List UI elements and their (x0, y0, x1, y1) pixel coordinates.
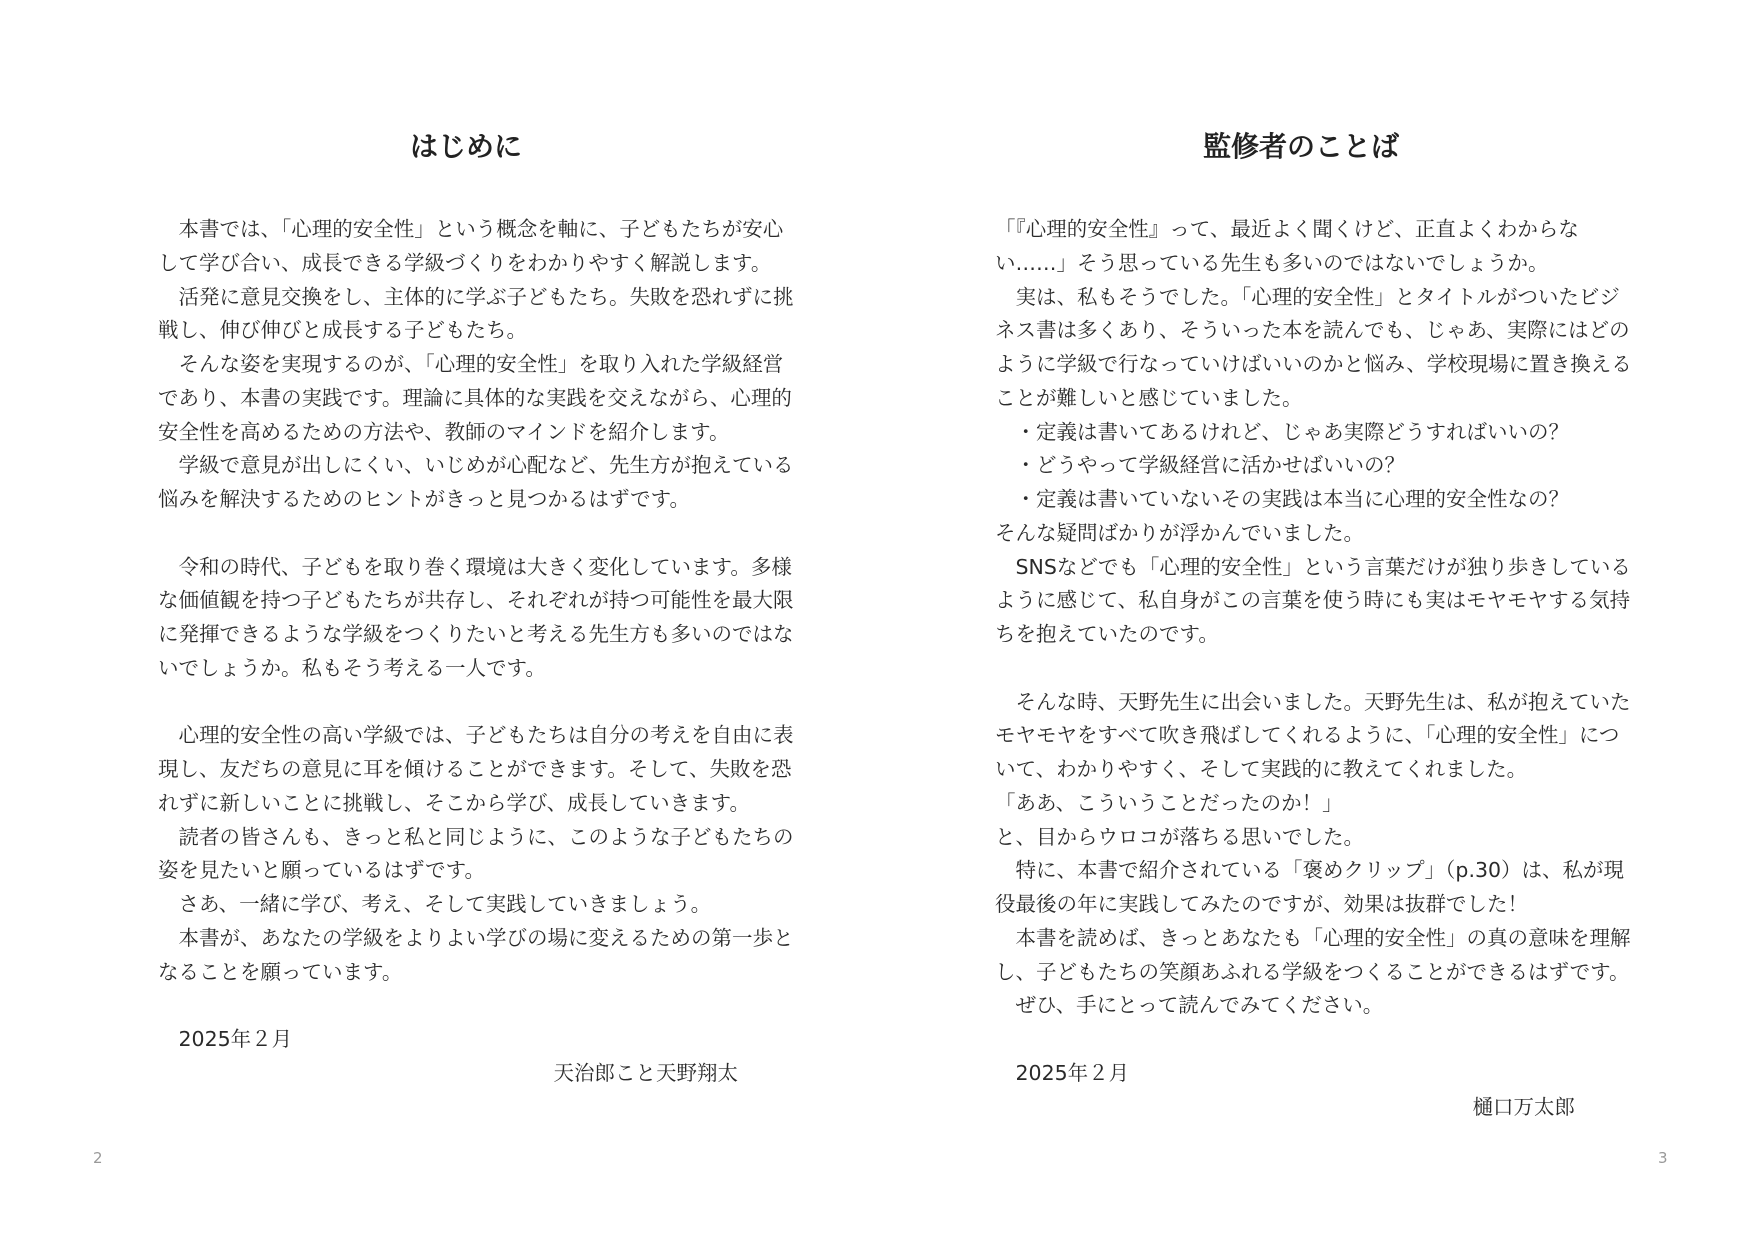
body-line: ネス書は多くあり、そういった本を読んでも、じゃあ、実際にはどの (995, 318, 1630, 343)
body-line: ことが難しいと感じていました。 (995, 385, 1303, 410)
body-line: 本書が、あなたの学級をよりよい学びの場に変えるための第一歩と (158, 925, 794, 950)
body-line: ように感じて、私自身がこの言葉を使う時にも実はモヤモヤする気持 (995, 588, 1631, 613)
body-line: し、子どもたちの笑顔あふれる学級をつくることができるはずです。 (995, 959, 1630, 984)
body-line: して学び合い、成長できる学級づくりをわかりやすく解説します。 (158, 250, 772, 275)
left-page (0, 0, 877, 1240)
body-line: 特に、本書で紹介されている「褒めクリップ」（p.30）は、私が現 (995, 858, 1625, 883)
body-line: 戦し、伸び伸びと成長する子どもたち。 (158, 318, 527, 343)
page-title: 監修者のことば (1202, 130, 1399, 163)
page-title: はじめに (409, 130, 522, 163)
bullet-line: ・どうやって学級経営に活かせばいいの？ (995, 453, 1405, 478)
date-line: 2025年２月 (158, 1027, 293, 1051)
body-line: ちを抱えていたのです。 (995, 622, 1219, 646)
body-line: 本書を読めば、きっとあなたも「心理的安全性」の真の意味を理解 (995, 925, 1631, 950)
body-line: そんな時、天野先生に出会いました。天野先生は、私が抱えていた (995, 689, 1631, 714)
body-line: 安全性を高めるための方法や、教師のマインドを紹介します。 (158, 419, 730, 444)
body-line: 役最後の年に実践してみたのですが、効果は抜群でした！ (995, 892, 1528, 916)
body-line: いでしょうか。私もそう考える一人です。 (158, 655, 546, 680)
body-text (995, 213, 1632, 1124)
page-number: 3 (1658, 1149, 1668, 1167)
body-line: いて、わかりやすく、そして実践的に教えてくれました。 (995, 757, 1528, 781)
body-line: 活発に意見交換をし、主体的に学ぶ子どもたち。失敗を恐れずに挑 (158, 284, 794, 309)
body-line: 実は、私もそうでした。「心理的安全性」とタイトルがついたビジ (995, 284, 1620, 309)
body-line: 悩みを解決するためのヒントがきっと見つかるはずです。 (158, 487, 690, 511)
paragraph-gap (995, 1023, 1615, 1057)
body-line: そんな姿を実現するのが、「心理的安全性」を取り入れた学級経営 (158, 352, 784, 376)
body-line: 姿を見たいと願っているはずです。 (158, 858, 485, 883)
paragraph-gap (158, 517, 778, 551)
body-line: であり、本書の実践です。理論に具体的な実践を交えながら、心理的 (158, 385, 792, 410)
body-text (158, 213, 794, 1091)
body-line: そんな疑問ばかりが浮かんでいました。 (995, 520, 1364, 545)
paragraph-gap (158, 686, 778, 720)
supervisor-signature: 樋口万太郎 (1472, 1094, 1575, 1119)
body-line: い……」そう思っている先生も多いのではないでしょうか。 (995, 250, 1549, 275)
body-line: と、目からウロコが落ちる思いでした。 (995, 824, 1364, 849)
paragraph-gap (158, 989, 778, 1023)
body-line: 令和の時代、子どもを取り巻く環境は大きく変化しています。多様 (158, 554, 792, 579)
body-line: 「ああ、こういうことだったのか！」 (995, 790, 1343, 815)
body-line: 学級で意見が出しにくい、いじめが心配など、先生方が抱えている (158, 453, 794, 478)
body-line: 読者の皆さんも、きっと私と同じように、このような子どもたちの (158, 824, 794, 849)
bullet-line: ・定義は書いていないその実践は本当に心理的安全性なの？ (995, 487, 1569, 511)
body-line: モヤモヤをすべて吹き飛ばしてくれるように、「心理的安全性」につ (995, 723, 1620, 748)
body-line: 本書では、「心理的安全性」という概念を軸に、子どもたちが安心 (158, 217, 784, 241)
paragraph-gap (995, 652, 1615, 686)
body-line: なることを願っています。 (158, 959, 403, 984)
body-line: ぜひ、手にとって読んでみてください。 (995, 993, 1384, 1018)
author-signature: 天治郎こと天野翔太 (553, 1060, 738, 1085)
bullet-line: ・定義は書いてあるけれど、じゃあ実際どうすればいいの？ (995, 419, 1569, 444)
body-line: れずに新しいことに挑戦し、そこから学び、成長していきます。 (158, 790, 751, 815)
body-line: に発揮できるような学級をつくりたいと考える先生方も多いのではな (158, 622, 794, 646)
body-line: ように学級で行なっていけばいいのかと悩み、学校現場に置き換える (995, 352, 1632, 376)
page-number: 2 (93, 1149, 103, 1167)
body-line: 現し、友だちの意見に耳を傾けることができます。そして、失敗を恐 (158, 757, 792, 781)
body-line: 「『心理的安全性』って、最近よく聞くけど、正直よくわからな (995, 217, 1579, 241)
body-line: SNSなどでも「心理的安全性」という言葉だけが独り歩きしている (995, 554, 1631, 579)
body-line: な価値観を持つ子どもたちが共存し、それぞれが持つ可能性を最大限 (158, 588, 794, 613)
date-line: 2025年２月 (995, 1060, 1130, 1085)
right-page (878, 0, 1755, 1240)
body-line: さあ、一緒に学び、考え、そして実践していきましょう。 (158, 892, 712, 916)
body-line: 心理的安全性の高い学級では、子どもたちは自分の考えを自由に表 (158, 723, 794, 748)
